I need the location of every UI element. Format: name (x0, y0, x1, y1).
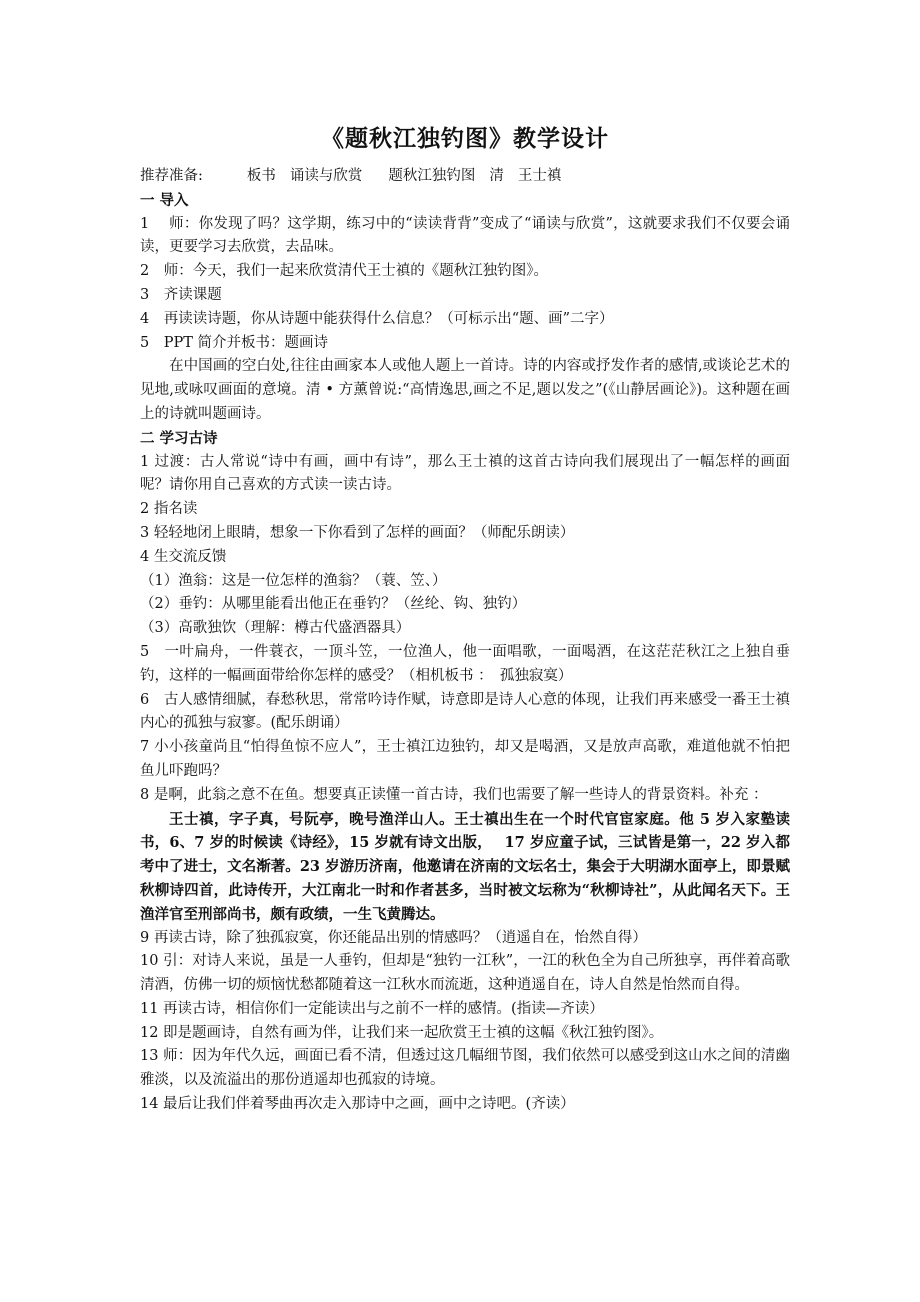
paragraph-tihua-definition: 在中国画的空白处,往往由画家本人或他人题上一首诗。诗的内容或抒发作者的感情,或谈论艺术的见地,或咏叹画面的意境。清 • 方薰曾说:“高情逸思,画之不足,题以发之”(《山静居画论》)。这种题在画上的诗就叫题画诗。 (140, 358, 790, 422)
list-item: 1 过渡：古人常说“诗中有画，画中有诗”，那么王士禛的这首古诗向我们展现出了一幅怎样的画面呢？请你用自己喜欢的方式读一读古诗。 (140, 453, 790, 494)
section-heading-study: 二 学习古诗 (140, 429, 218, 447)
mode-label: 诵读与欣赏 (289, 168, 363, 184)
list-item: 12 即是题画诗，自然有画为伴，让我们来一起欣赏王士禛的这幅《秋江独钓图》。 (140, 1024, 664, 1041)
list-item: （3）高歌独饮（理解：樽古代盛酒器具） (140, 620, 411, 637)
preparation-line (140, 165, 790, 189)
section-heading-intro: 一 导入 (140, 191, 189, 209)
document-title: 《题秋江独钓图》教学设计 (321, 125, 609, 152)
board-label: 板书 (246, 168, 276, 184)
list-item: 2 师：今天，我们一起来欣赏清代王士禛的《题秋江独钓图》。 (140, 263, 548, 280)
list-item: 10 引：对诗人来说，虽是一人垂钓，但却是“独钓一江秋”，一江的秋色全为自己所独享，再伴着高歌清酒，仿佛一切的烦恼忧愁都随着这一江秋水而流逝，这种逍遥自在，诗人自然是怡然而自得。 (140, 953, 790, 994)
poem-name: 题秋江独钓图 (388, 168, 476, 184)
list-item: 13 师：因为年代久远，画面已看不清，但透过这几幅细节图，我们依然可以感受到这山水之间的清幽雅淡，以及流溢出的那份逍遥却也孤寂的诗境。 (140, 1048, 790, 1089)
list-item: 1 师：你发现了吗？这学期，练习中的“读读背背”变成了“诵读与欣赏”，这就要求我们不仅要会诵读，更要学习去欣赏，去品味。 (140, 215, 790, 256)
list-item: 11 再读古诗，相信你们一定能读出与之前不一样的感情。(指读—齐读） (140, 1000, 604, 1017)
document-page (140, 120, 790, 1117)
list-item: 5 PPT 简介并板书：题画诗 (140, 334, 329, 351)
list-item: 14 最后让我们伴着琴曲再次走入那诗中之画，画中之诗吧。(齐读） (140, 1096, 575, 1113)
author: 王士禛 (517, 168, 562, 184)
preparation-label: 推荐准备: (140, 168, 203, 184)
dynasty: 清 (489, 168, 504, 184)
list-item: 2 指名读 (140, 501, 198, 518)
list-item: 9 再读古诗，除了独孤寂寞，你还能品出别的情感吗？（逍遥自在，怡然自得） (140, 929, 647, 946)
list-item: 4 再读读诗题，你从诗题中能获得什么信息？（可标示出“题、画”二字） (140, 310, 614, 327)
list-item: （1）渔翁：这是一位怎样的渔翁？（蓑、笠、） (140, 572, 447, 589)
list-item: 8 是啊，此翁之意不在鱼。想要真正读懂一首古诗，我们也需要了解一些诗人的背景资料。补充 ： (140, 786, 768, 803)
list-item: 3 齐读课题 (140, 286, 222, 303)
list-item: 7 小小孩童尚且“怕得鱼惊不应人”，王士禛江边独钓，却又是喝酒，又是放声高歌，难道他就不怕把鱼儿吓跑吗？ (140, 739, 790, 779)
list-item: 5 一叶扁舟，一件蓑衣，一顶斗笠，一位渔人，他一面唱歌，一面喝酒，在这茫茫秋江之上独自垂钓，这样的一幅画面带给你怎样的感受？（相机板书 ： 孤独寂寞） (140, 643, 790, 684)
list-item: 6 古人感情细腻，春愁秋思，常常吟诗作赋，诗意即是诗人心意的体现，让我们再来感受一番王士禛内心的孤独与寂寥。(配乐朗诵） (140, 691, 790, 732)
list-item: 4 生交流反馈 (140, 548, 227, 565)
list-item: （2）垂钓：从哪里能看出他正在垂钓？（丝纶、钩、独钓） (140, 596, 527, 613)
author-biography: 王士禛，字子真，号阮亭，晚号渔洋山人。王士禛出生在一个时代官宦家庭。他 5 岁入家塾读书，6、7 岁的时候读《诗经》，15 岁就有诗文出版， 17 岁应童子试，三试皆是第一，22 岁入都考中了进士，文名渐著。23 岁游历济南，他邀请在济南的文坛名士，集会于大明湖水面亭上，即景赋秋柳诗四首，此诗传开，大江南北一时和作者甚多，当时被文坛称为“秋柳诗社”，从此闻名天下。王渔洋官至刑部尚书，颇有政绩，一生飞黄腾达。 (140, 810, 790, 923)
list-item: 3 轻轻地闭上眼睛，想象一下你看到了怎样的画面？（师配乐朗读） (140, 524, 575, 541)
